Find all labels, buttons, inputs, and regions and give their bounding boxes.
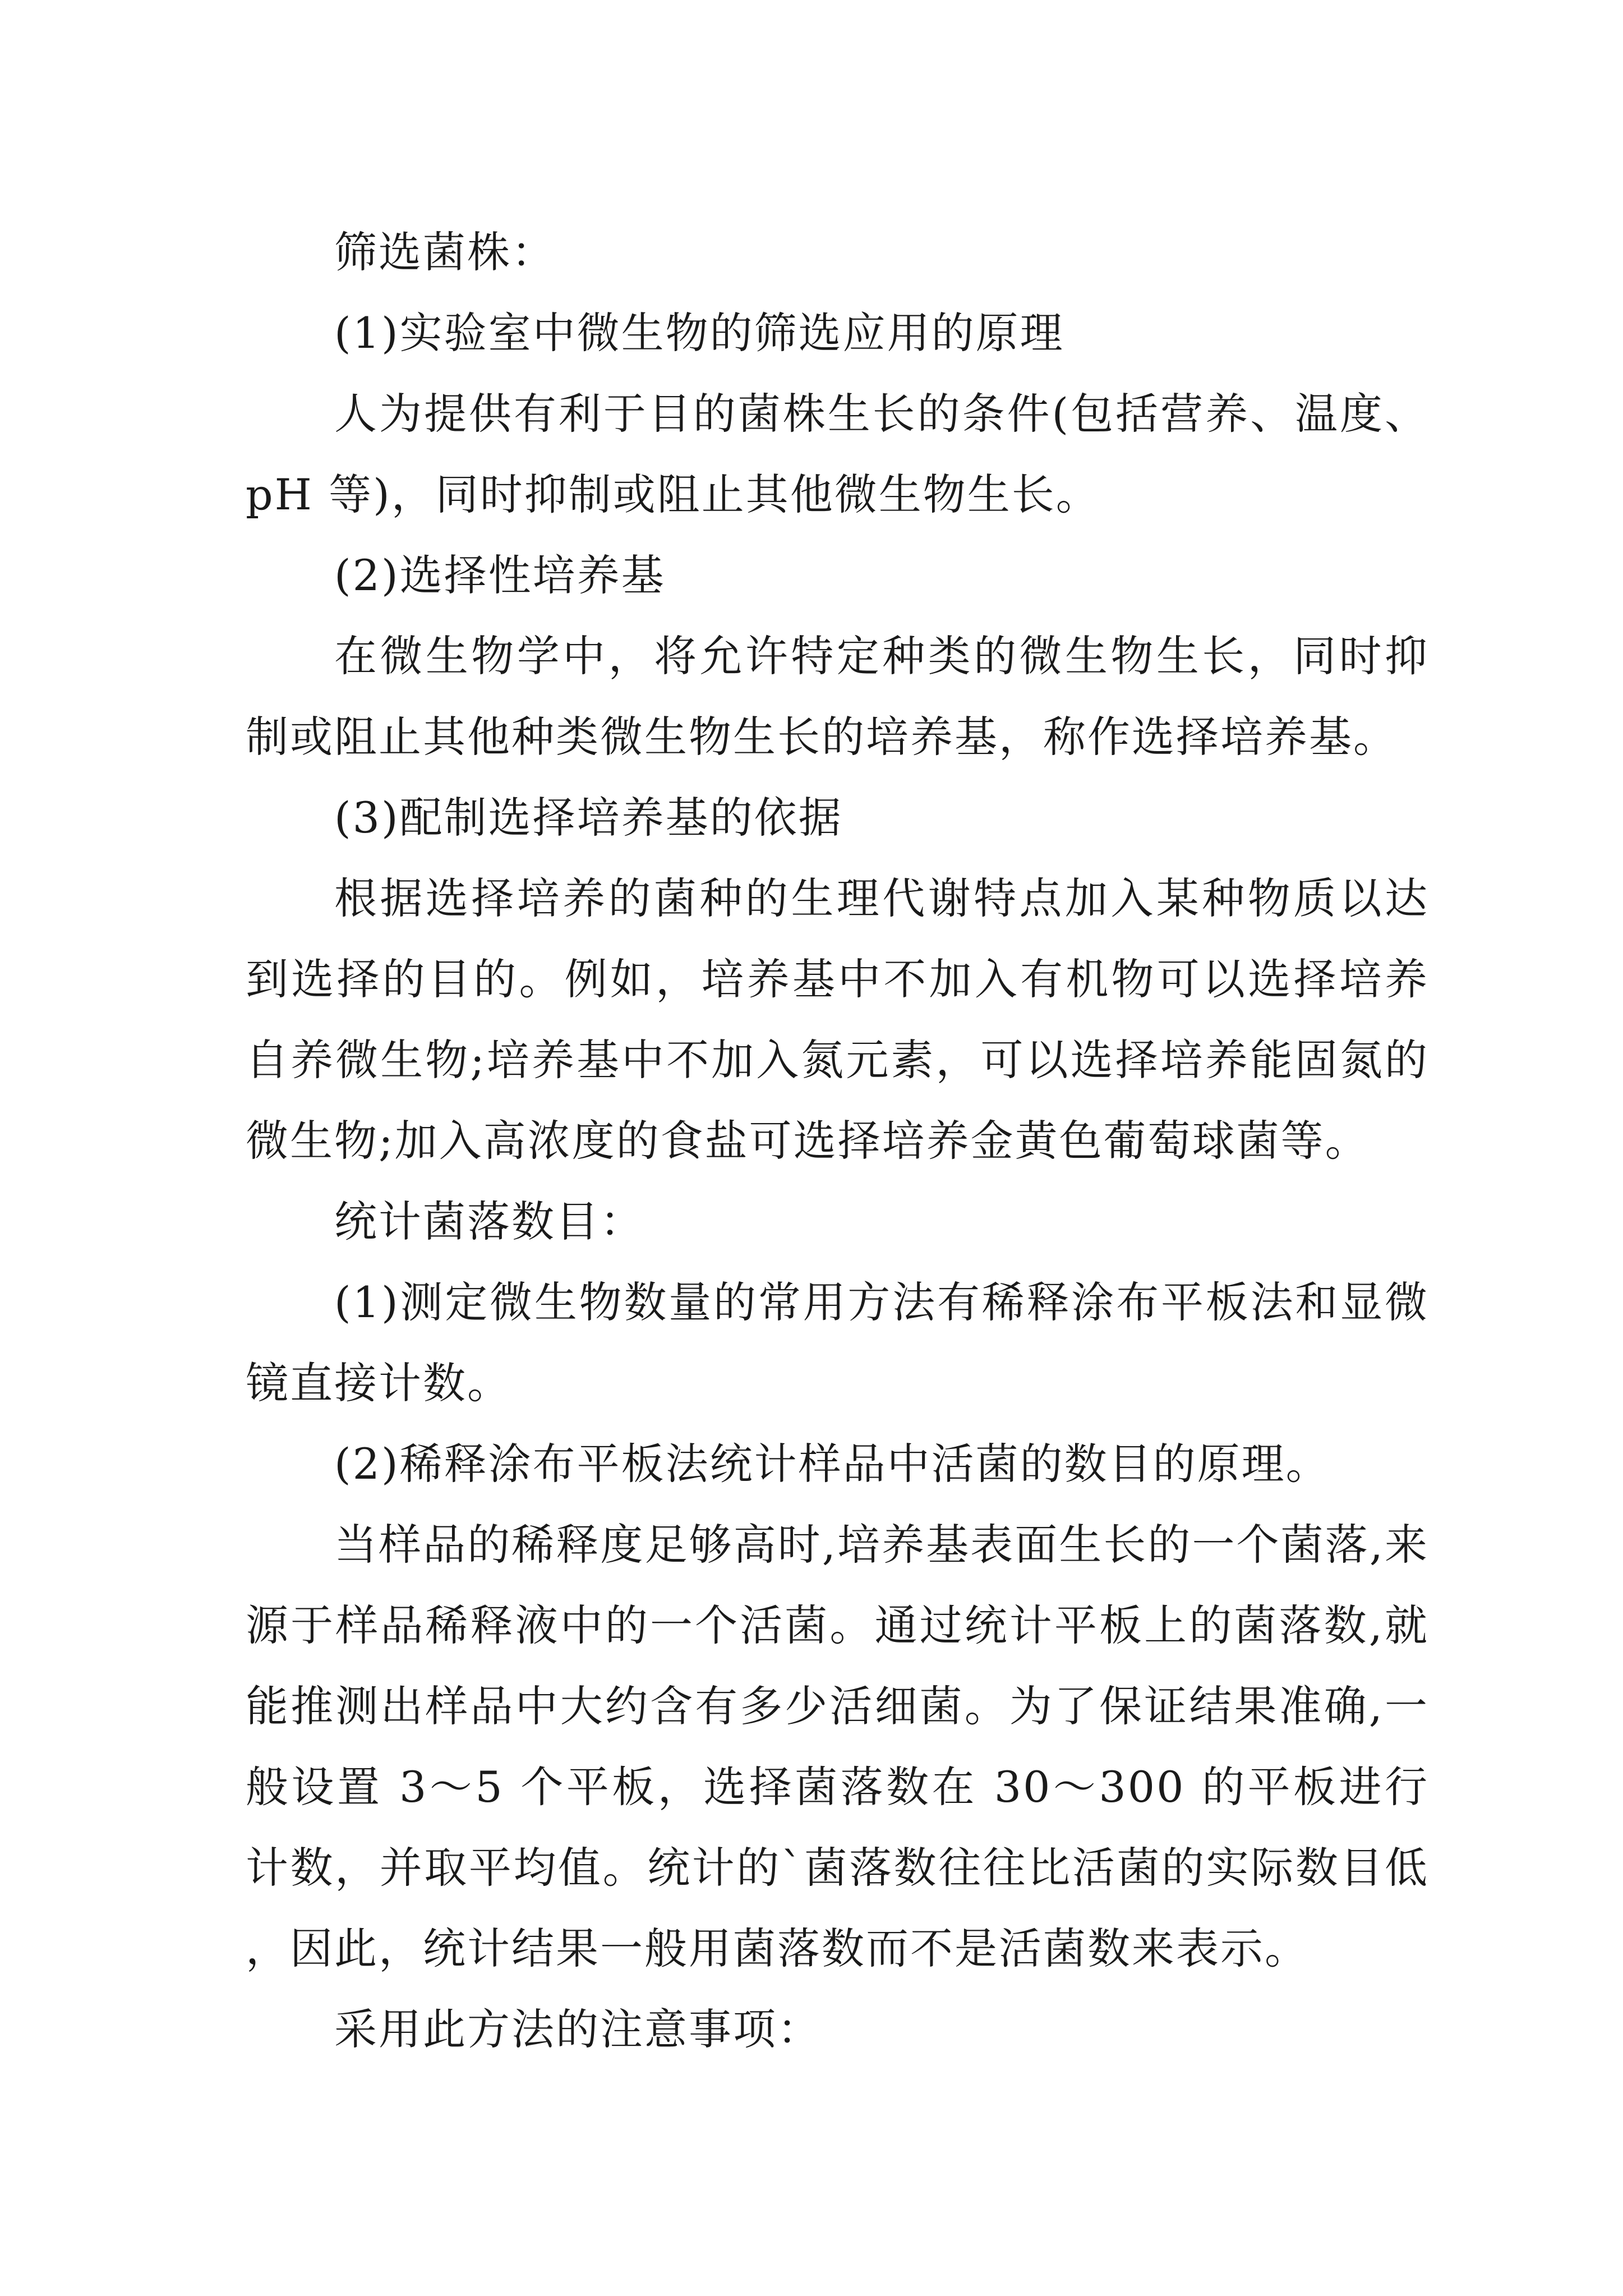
document-body <box>246 212 1429 2070</box>
heading-colony-count: 统计菌落数目： <box>334 1197 644 1246</box>
paragraph-dilution-principle: 当样品的稀释度足够高时,培养基表面生长的一个菌落,来源于样品稀释液中的一个活菌。通过统计平板上的菌落数,就能推测出样品中大约含有多少活细菌。为了保证结果准确,一般设置 3～5 个平板，选择菌落数在 30～300 的平板进行计数，并取平均值。统计的`菌落数往往比活菌的实际数目低，因此，统计结果一般用菌落数而不是活菌数来表示。 <box>246 1520 1429 1973</box>
heading-precautions: 采用此方法的注意事项： <box>334 2004 822 2054</box>
paragraph-selective-medium: 在微生物学中，将允许特定种类的微生物生长，同时抑制或阻止其他种类微生物生长的培养基，称作选择培养基。 <box>246 631 1429 762</box>
paragraph-medium-basis: 根据选择培养的菌种的生理代谢特点加入某种物质以达到选择的目的。例如，培养基中不加入有机物可以选择培养自养微生物;培养基中不加入氮元素，可以选择培养能固氮的微生物;加入高浓度的食盐可选择培养金黄色葡萄球菌等。 <box>246 873 1429 1166</box>
paragraph-screening-principle: 人为提供有利于目的菌株生长的条件(包括营养、温度、pH 等)，同时抑制或阻止其他微生物生长。 <box>246 389 1429 519</box>
subheading-selective-medium: (2)选择性培养基 <box>334 550 666 600</box>
subheading-dilution-principle: (2)稀释涂布平板法统计样品中活菌的数目的原理。 <box>334 1439 1330 1489</box>
subheading-medium-basis: (3)配制选择培养基的依据 <box>334 793 843 843</box>
paragraph-count-methods: (1)测定微生物数量的常用方法有稀释涂布平板法和显微镜直接计数。 <box>246 1277 1429 1408</box>
heading-screening-strains: 筛选菌株： <box>334 227 556 277</box>
subheading-screening-principle: (1)实验室中微生物的筛选应用的原理 <box>334 308 1064 358</box>
